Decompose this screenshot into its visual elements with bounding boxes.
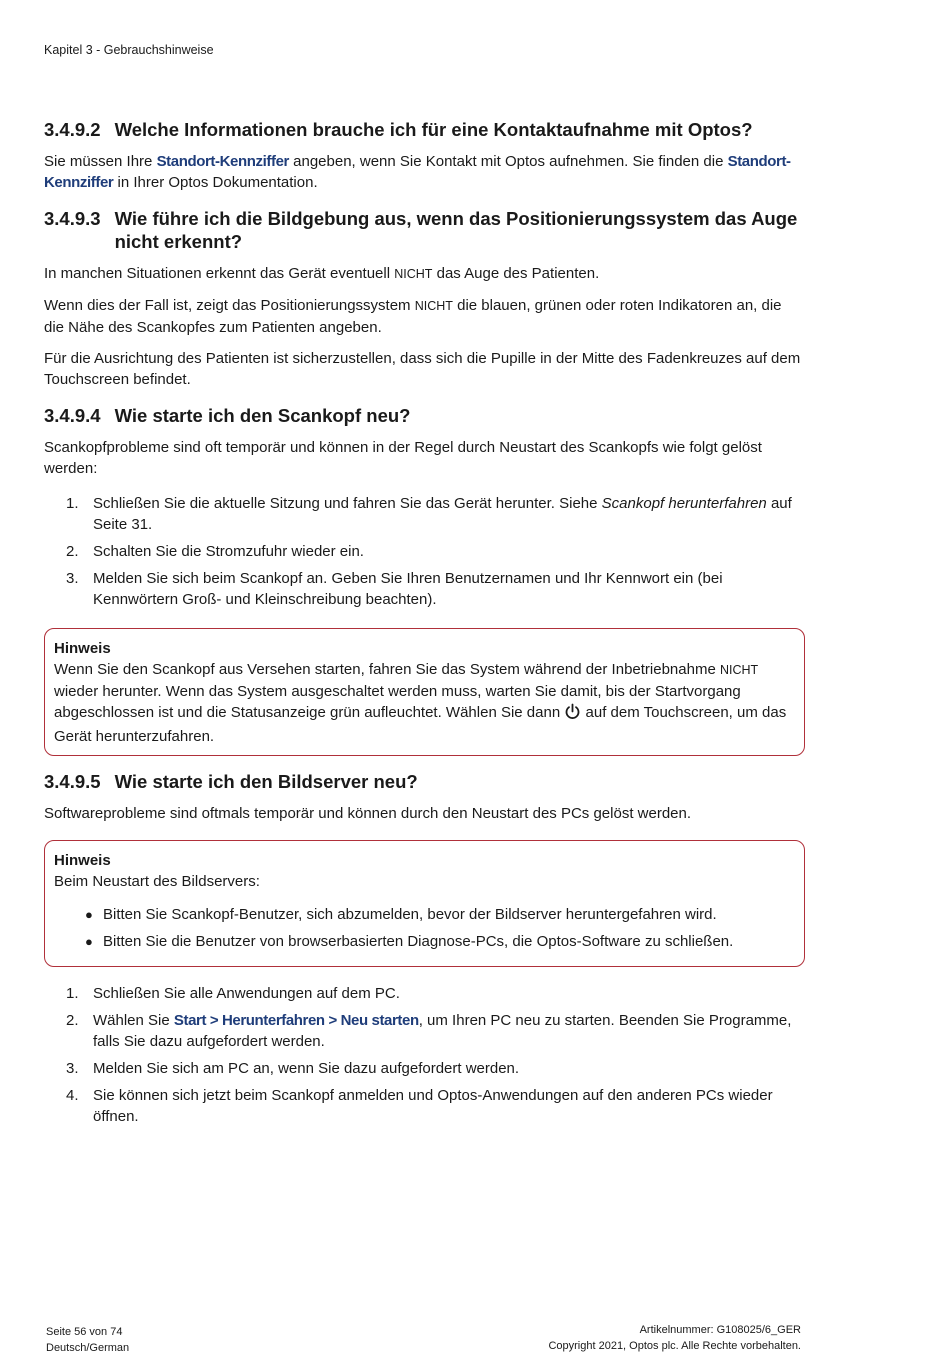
section-number: 3.4.9.4: [44, 405, 101, 426]
ui-menu-path: Start > Herunterfahren > Neu starten: [173, 1012, 419, 1029]
bullet-icon: ●: [85, 934, 93, 949]
text: in Ihrer Optos Dokumentation.: [113, 174, 318, 191]
page-content: [44, 118, 804, 1137]
numbered-list: [44, 493, 804, 610]
section-number: 3.4.9.5: [44, 771, 101, 792]
list-item: [44, 493, 804, 535]
emphasis-not: NICHT: [394, 267, 433, 281]
text: , um Ihren PC neu zu starten. Beenden Sie Programme, falls Sie dazu aufgefordert werden.: [93, 1012, 792, 1050]
text: auf Seite 31.: [93, 495, 792, 533]
text: Bitten Sie Scankopf-Benutzer, sich abzumelden, bevor der Bildserver heruntergefahren wird.: [103, 906, 717, 923]
emphasis-not: NICHT: [719, 663, 759, 677]
section-title: Wie führe ich die Bildgebung aus, wenn das Positionierungssystem das Auge nicht erkennt?: [114, 208, 798, 252]
text: Bitten Sie die Benutzer von browserbasierten Diagnose-PCs, die Optos-Software zu schließen.: [103, 933, 734, 950]
list-item: [44, 1010, 804, 1052]
section-title: Welche Informationen brauche ich für eine Kontaktaufnahme mit Optos?: [114, 119, 753, 140]
list-number: 3.: [66, 570, 79, 587]
text: angeben, wenn Sie Kontakt mit Optos aufnehmen. Sie finden die: [288, 153, 728, 170]
list-number: 2.: [66, 543, 79, 560]
text: Sie können sich jetzt beim Scankopf anmelden und Optos-Anwendungen auf den anderen PCs wieder öffnen.: [93, 1087, 773, 1125]
list-number: 1.: [66, 495, 79, 512]
text: die blauen, grünen oder roten Indikatoren an, die die Nähe des Scankopfes zum Patienten angeben.: [44, 297, 782, 336]
text: das Auge des Patienten.: [432, 265, 600, 282]
bullet-list: [54, 904, 794, 952]
text: In manchen Situationen erkennt das Gerät eventuell: [44, 265, 395, 282]
note-box: [44, 628, 805, 756]
note-title: Hinweis: [54, 640, 111, 657]
footer-right: [548, 1322, 801, 1354]
note-text: [54, 659, 794, 747]
section-number: 3.4.9.2: [44, 119, 101, 140]
note-text: Beim Neustart des Bildservers:: [54, 873, 260, 890]
note-box: [44, 840, 805, 967]
language: Deutsch/German: [46, 1342, 130, 1354]
cross-reference[interactable]: Scankopf herunterfahren: [601, 495, 767, 512]
bullet-item: [54, 931, 794, 952]
section-title: Wie starte ich den Scankopf neu?: [114, 405, 411, 426]
paragraph: [44, 263, 804, 285]
footer-left: [46, 1324, 129, 1356]
bullet-item: [54, 904, 794, 925]
emphasis-not: NICHT: [414, 299, 453, 313]
text: Melden Sie sich am PC an, wenn Sie dazu aufgefordert werden.: [93, 1060, 520, 1077]
section-number: 3.4.9.3: [44, 208, 101, 229]
ui-term: Standort-Kennziffer: [156, 153, 289, 170]
text: auf dem Touchscreen, um das Gerät herunterzufahren.: [54, 704, 787, 745]
text: Schließen Sie alle Anwendungen auf dem PC.: [93, 985, 400, 1002]
power-icon: [564, 703, 581, 726]
list-item: [44, 1058, 804, 1079]
section-heading-3-4-9-2: [44, 118, 804, 141]
text: wieder herunter. Wenn das System ausgeschaltet werden muss, warten Sie damit, bis der Startvorgang abgeschlossen ist und die Statusanzeige grün aufleuchtet. Wählen Sie dann: [54, 683, 741, 721]
paragraph: [44, 295, 804, 338]
section-heading-3-4-9-5: [44, 770, 804, 793]
list-item: [44, 541, 804, 562]
section-heading-3-4-9-4: [44, 404, 804, 427]
text: Wählen Sie: [93, 1012, 174, 1029]
paragraph: Softwareprobleme sind oftmals temporär und können durch den Neustart des PCs gelöst werden.: [44, 805, 692, 822]
note-title: Hinweis: [54, 852, 111, 869]
section-title: Wie starte ich den Bildserver neu?: [114, 771, 418, 792]
list-number: 4.: [66, 1087, 79, 1104]
paragraph: Für die Ausrichtung des Patienten ist sicherzustellen, dass sich die Pupille in der Mitte des Fadenkreuzes auf dem Touchscreen befindet.: [44, 350, 801, 388]
list-number: 3.: [66, 1060, 79, 1077]
text: Schließen Sie die aktuelle Sitzung und fahren Sie das Gerät herunter. Siehe: [93, 495, 602, 512]
list-item: [44, 983, 804, 1004]
text: Wenn Sie den Scankopf aus Versehen starten, fahren Sie das System während der Inbetriebnahme: [54, 661, 720, 678]
section-heading-3-4-9-3: [44, 207, 804, 253]
list-number: 2.: [66, 1012, 79, 1029]
bullet-icon: ●: [85, 907, 93, 922]
text: Melden Sie sich beim Scankopf an. Geben Sie Ihren Benutzernamen und Ihr Kennwort ein (bei Kennwörtern Groß- und Kleinschreibung beachten).: [93, 570, 723, 608]
paragraph: [44, 151, 804, 193]
numbered-list: [44, 983, 804, 1127]
paragraph: Scankopfprobleme sind oft temporär und können in der Regel durch Neustart des Scankopfs wie folgt gelöst werden:: [44, 439, 762, 477]
running-header: Kapitel 3 - Gebrauchshinweise: [44, 43, 214, 57]
copyright: Copyright 2021, Optos plc. Alle Rechte vorbehalten.: [548, 1340, 801, 1352]
list-number: 1.: [66, 985, 79, 1002]
text: Sie müssen Ihre: [44, 153, 157, 170]
page-number: Seite 56 von 74: [46, 1326, 123, 1338]
article-number: Artikelnummer: G108025/6_GER: [639, 1324, 801, 1336]
ui-term: Standort-Kennziffer: [44, 153, 791, 191]
list-item: [44, 1085, 804, 1127]
list-item: [44, 568, 804, 610]
text: Wenn dies der Fall ist, zeigt das Positionierungssystem: [44, 297, 415, 314]
text: Schalten Sie die Stromzufuhr wieder ein.: [93, 543, 364, 560]
